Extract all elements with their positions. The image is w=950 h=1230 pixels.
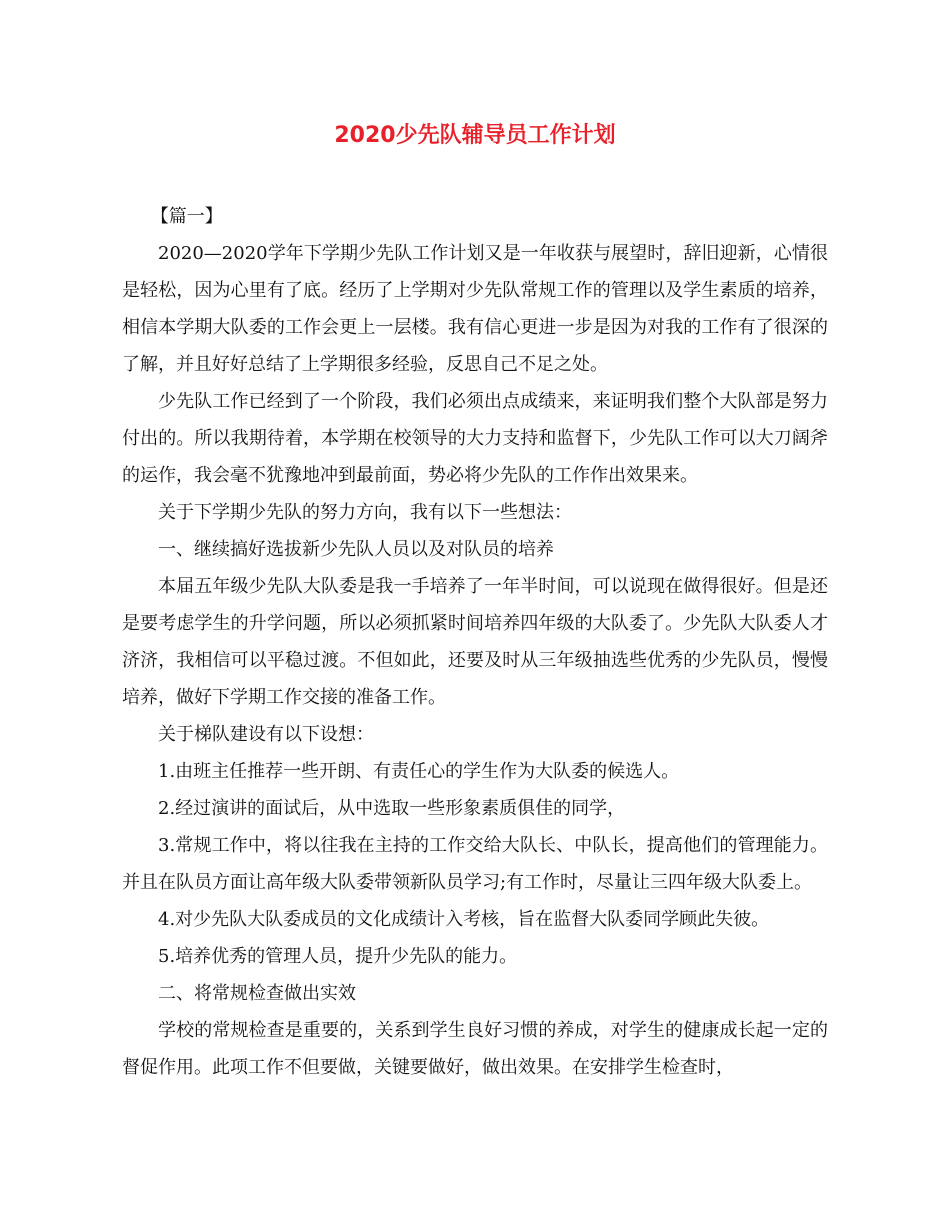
paragraph: 一、继续搞好选拔新少先队人员以及对队员的培养 bbox=[158, 539, 554, 560]
paragraph: 3.常规工作中，将以往我在主持的工作交给大队长、中队长，提高他们的管理能力。并且在队员方面让高年级大队委带领新队员学习;有工作时，尽量让三四年级大队委上。 bbox=[122, 835, 828, 893]
section-label: 【篇一】 bbox=[150, 206, 223, 227]
paragraph: 1.由班主任推荐一些开朗、有责任心的学生作为大队委的候选人。 bbox=[158, 761, 680, 782]
paragraph: 少先队工作已经到了一个阶段，我们必须出点成绩来，来证明我们整个大队部是努力付出的。所以我期待着，本学期在校领导的大力支持和监督下，少先队工作可以大刀阔斧的运作，我会毫不犹豫地冲到最前面，势必将少先队的工作作出效果来。 bbox=[122, 391, 828, 486]
document-body bbox=[122, 198, 828, 1086]
paragraph: 关于梯队建设有以下设想： bbox=[158, 724, 374, 745]
document-title: 2020少先队辅导员工作计划 bbox=[334, 123, 616, 148]
paragraph: 4.对少先队大队委成员的文化成绩计入考核，旨在监督大队委同学顾此失彼。 bbox=[158, 909, 770, 930]
paragraph: 学校的常规检查是重要的，关系到学生良好习惯的养成，对学生的健康成长起一定的督促作用。此项工作不但要做，关键要做好，做出效果。在安排学生检查时， bbox=[122, 1020, 828, 1078]
paragraph: 2.经过演讲的面试后，从中选取一些形象素质俱佳的同学， bbox=[158, 798, 626, 819]
paragraph: 关于下学期少先队的努力方向，我有以下一些想法： bbox=[158, 502, 572, 523]
paragraph: 二、将常规检查做出实效 bbox=[158, 983, 356, 1004]
paragraph: 2020—2020学年下学期少先队工作计划又是一年收获与展望时，辞旧迎新，心情很是轻松，因为心里有了底。经历了上学期对少先队常规工作的管理以及学生素质的培养，相信本学期大队委的工作会更上一层楼。我有信心更进一步是因为对我的工作有了很深的了解，并且好好总结了上学期很多经验，反思自己不足之处。 bbox=[122, 243, 828, 375]
paragraph: 本届五年级少先队大队委是我一手培养了一年半时间，可以说现在做得很好。但是还是要考虑学生的升学问题，所以必须抓紧时间培养四年级的大队委了。少先队大队委人才济济，我相信可以平稳过渡。不但如此，还要及时从三年级抽选些优秀的少先队员，慢慢培养，做好下学期工作交接的准备工作。 bbox=[122, 576, 828, 708]
paragraph: 5.培养优秀的管理人员，提升少先队的能力。 bbox=[158, 946, 518, 967]
